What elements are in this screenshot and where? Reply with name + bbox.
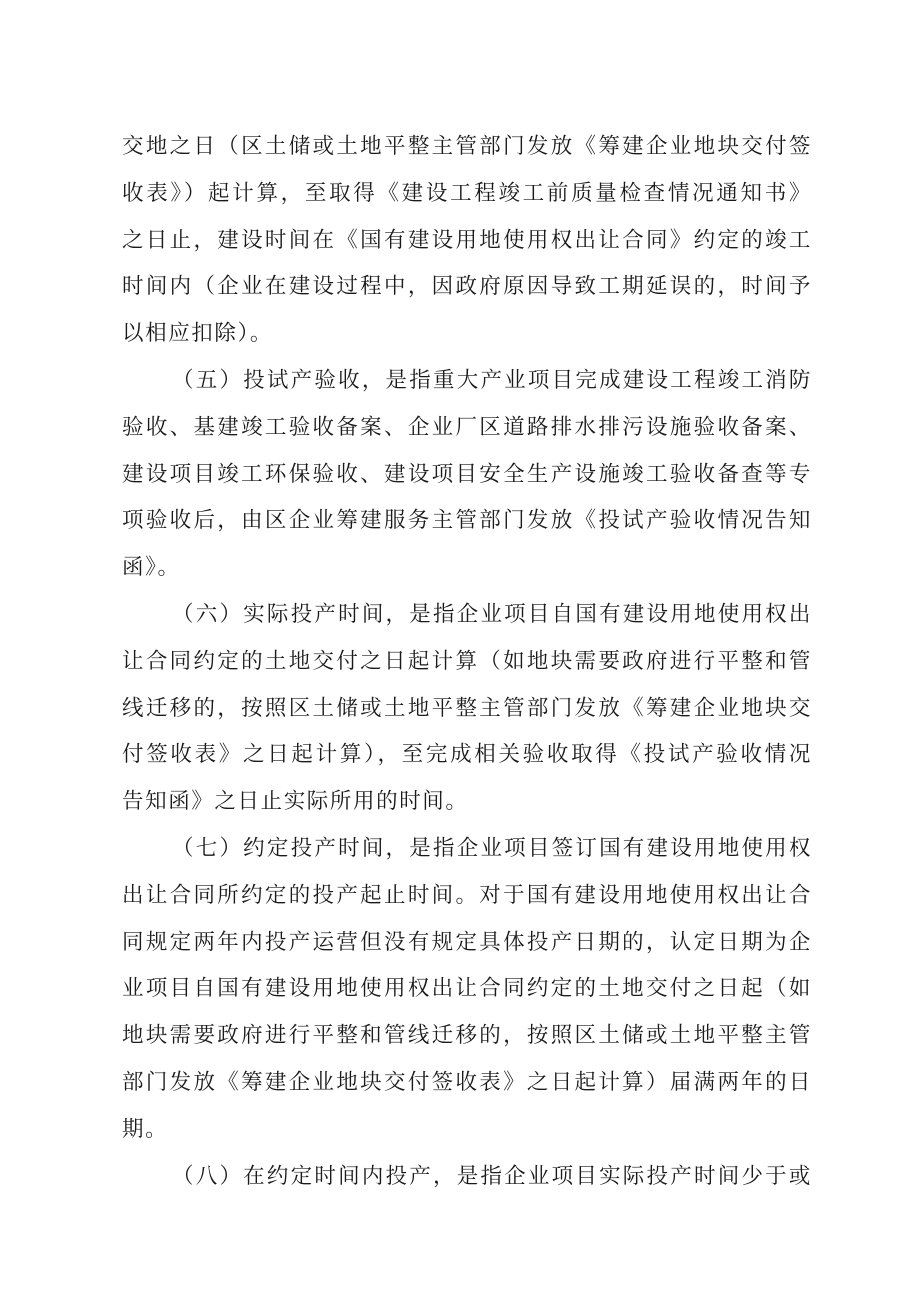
paragraph-item-5	[122, 358, 812, 592]
text-line: 部门发放《筹建企业地块交付签收表》之日起计算）届满两年的日	[122, 1069, 812, 1095]
text-line: 告知函》之日止实际所用的时间。	[122, 789, 469, 815]
text-line: （七）约定投产时间，是指企业项目签订国有建设用地使用权	[172, 835, 812, 861]
text-line: 时间内（企业在建设过程中，因政府原因导致工期延误的，时间予	[122, 274, 812, 300]
text-line: （五）投试产验收，是指重大产业项目完成建设工程竣工消防	[172, 367, 812, 393]
text-line: 函》。	[122, 555, 181, 581]
text-line: 验收、基建竣工验收备案、企业厂区道路排水排污设施验收备案、	[122, 414, 812, 440]
paragraph-item-7	[122, 826, 812, 1154]
text-line: 线迁移的，按照区土储或土地平整主管部门发放《筹建企业地块交	[122, 695, 812, 721]
text-line: 之日止，建设时间在《国有建设用地使用权出让合同》约定的竣工	[122, 227, 812, 253]
text-line: 业项目自国有建设用地使用权出让合同约定的土地交付之日起（如	[122, 976, 812, 1002]
paragraph-construction-period	[122, 124, 812, 358]
text-line: （六）实际投产时间，是指企业项目自国有建设用地使用权出	[172, 601, 812, 627]
text-line: （八）在约定时间内投产，是指企业项目实际投产时间少于或	[172, 1163, 812, 1189]
text-line: 收表》）起计算，至取得《建设工程竣工前质量检查情况通知书》	[122, 180, 812, 206]
document-body	[122, 124, 812, 1200]
text-line: 期。	[122, 1116, 169, 1142]
text-line: 建设项目竣工环保验收、建设项目安全生产设施竣工验收备查等专	[122, 461, 812, 487]
text-line: 地块需要政府进行平整和管线迁移的，按照区土储或土地平整主管	[122, 1023, 812, 1049]
text-line: 让合同约定的土地交付之日起计算（如地块需要政府进行平整和管	[122, 648, 812, 674]
text-line: 付签收表》之日起计算），至完成相关验收取得《投试产验收情况	[122, 742, 812, 768]
text-line: 同规定两年内投产运营但没有规定具体投产日期的，认定日期为企	[122, 929, 812, 955]
paragraph-item-6	[122, 592, 812, 826]
text-line: 出让合同所约定的投产起止时间。对于国有建设用地使用权出让合	[122, 882, 812, 908]
paragraph-item-8	[122, 1154, 812, 1201]
text-line: 交地之日（区土储或土地平整主管部门发放《筹建企业地块交付签	[122, 134, 812, 159]
text-line: 项验收后，由区企业筹建服务主管部门发放《投试产验收情况告知	[122, 508, 812, 534]
text-line: 以相应扣除）。	[122, 321, 273, 347]
